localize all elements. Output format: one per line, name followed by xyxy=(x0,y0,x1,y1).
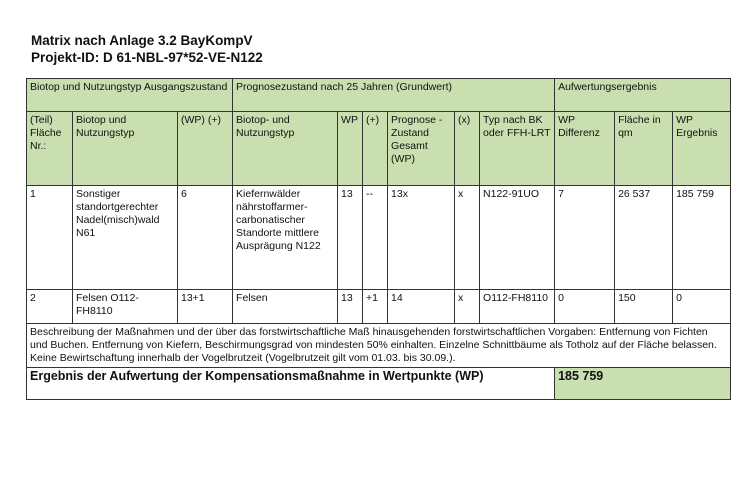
col-flaeche-nr: (Teil) Fläche Nr.: xyxy=(27,112,73,186)
cell-diff: 7 xyxy=(555,186,615,290)
col-biotop-prognose: Biotop- und Nutzungstyp xyxy=(233,112,338,186)
col-typ: Typ nach BK oder FFH-LRT xyxy=(480,112,555,186)
group-ausgang: Biotop und Nutzungstyp Ausgangszustand xyxy=(27,79,233,112)
cell-plus: -- xyxy=(363,186,388,290)
cell-wp: 13 xyxy=(338,186,363,290)
group-prognose: Prognosezustand nach 25 Jahren (Grundwert) xyxy=(233,79,555,112)
document-title: Matrix nach Anlage 3.2 BayKompV xyxy=(31,33,253,48)
column-header-row xyxy=(27,112,731,186)
cell-typ: O112-FH8110 xyxy=(480,290,555,324)
cell-wp: 13 xyxy=(338,290,363,324)
cell-ergebnis: 0 xyxy=(673,290,731,324)
cell-flaeche: 150 xyxy=(615,290,673,324)
cell-wp-plus: 13+1 xyxy=(178,290,233,324)
cell-biotop-ausgang: Sonstiger standortgerechter Nadel(misch)wald N61 xyxy=(73,186,178,290)
col-biotop-ausgang: Biotop und Nutzungstyp xyxy=(73,112,178,186)
col-flaeche-qm: Fläche in qm xyxy=(615,112,673,186)
table-row xyxy=(27,290,731,324)
col-plus: (+) xyxy=(363,112,388,186)
cell-prognose: 13x xyxy=(388,186,455,290)
result-row xyxy=(27,368,731,400)
group-header-row xyxy=(27,79,731,112)
cell-nr: 2 xyxy=(27,290,73,324)
col-x: (x) xyxy=(455,112,480,186)
cell-typ: N122-91UO xyxy=(480,186,555,290)
cell-plus: +1 xyxy=(363,290,388,324)
col-wp-differenz: WP Differenz xyxy=(555,112,615,186)
cell-wp-plus: 6 xyxy=(178,186,233,290)
group-aufwertung: Aufwertungsergebnis xyxy=(555,79,731,112)
cell-x: x xyxy=(455,290,480,324)
cell-biotop-prognose: Felsen xyxy=(233,290,338,324)
result-value: 185 759 xyxy=(555,368,731,400)
col-wp-plus: (WP) (+) xyxy=(178,112,233,186)
result-label: Ergebnis der Aufwertung der Kompensationsmaßnahme in Wertpunkte (WP) xyxy=(27,368,555,400)
compensation-matrix-table xyxy=(26,78,731,400)
cell-ergebnis: 185 759 xyxy=(673,186,731,290)
col-prognose-zustand: Prognose - Zustand Gesamt (WP) xyxy=(388,112,455,186)
cell-biotop-prognose: Kiefernwälder nährstoffarmer-carbonatischer Standorte mittlere Ausprägung N122 xyxy=(233,186,338,290)
cell-flaeche: 26 537 xyxy=(615,186,673,290)
description-row xyxy=(27,324,731,368)
cell-x: x xyxy=(455,186,480,290)
cell-diff: 0 xyxy=(555,290,615,324)
project-id: Projekt-ID: D 61-NBL-97*52-VE-N122 xyxy=(31,50,263,65)
cell-nr: 1 xyxy=(27,186,73,290)
cell-prognose: 14 xyxy=(388,290,455,324)
cell-biotop-ausgang: Felsen O112-FH8110 xyxy=(73,290,178,324)
measures-description: Beschreibung der Maßnahmen und der über das forstwirtschaftliche Maß hinausgehenden forstwirtschaftlichen Vorgaben: Entfernung von Fichten und Buchen. Entfernung von Kiefern, Beschirmungsgrad von mindesten 50% einhalten. Einzelne Schnittbäume als Totholz auf der Fläche belassen. Keine Bewirtschaftung innerhalb der Vogelbrutzeit (Vogelbrutzeit gilt vom 01.03. bis 30.09.). xyxy=(27,324,731,368)
table-row xyxy=(27,186,731,290)
col-wp-ergebnis: WP Ergebnis xyxy=(673,112,731,186)
col-wp: WP xyxy=(338,112,363,186)
